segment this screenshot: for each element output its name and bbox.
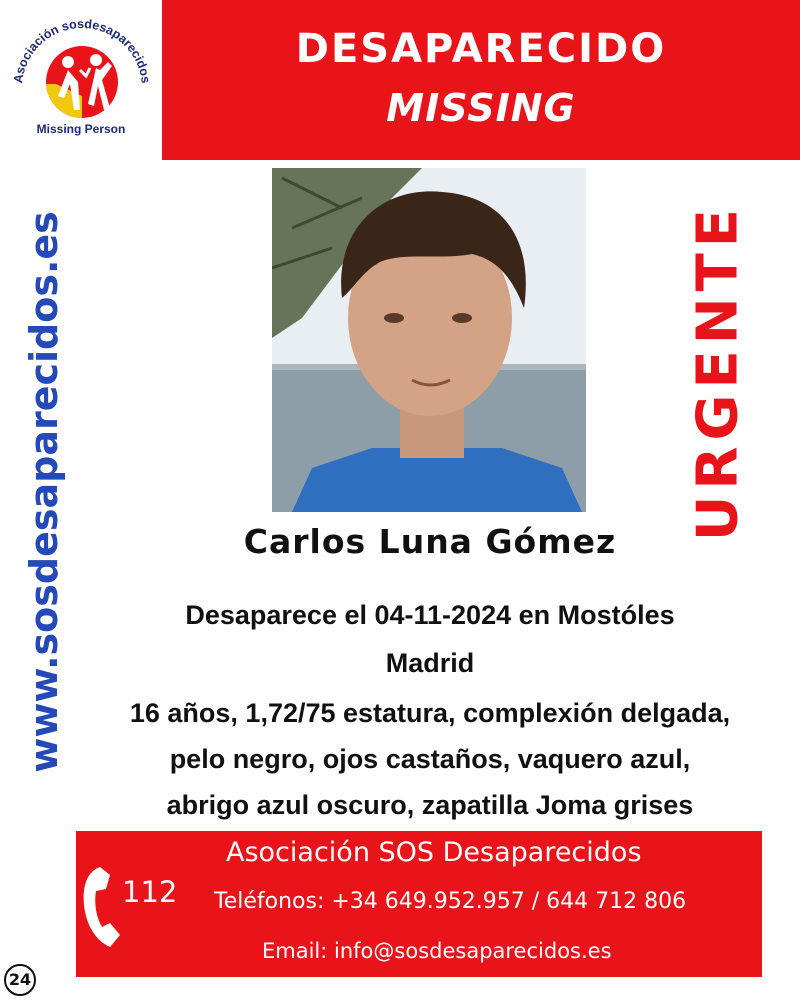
phone-icon	[80, 861, 128, 951]
emergency-number[interactable]: 112	[122, 875, 178, 909]
contact-email[interactable]: Email: info@sosdesaparecidos.es	[262, 939, 612, 963]
description-line-1: 16 años, 1,72/75 estatura, complexión delgada,	[129, 698, 731, 728]
portrait-photo	[272, 168, 586, 512]
header-banner	[162, 0, 800, 160]
header-title: DESAPARECIDO	[295, 26, 667, 72]
description-line-3: abrigo azul oscuro, zapatilla Joma grises	[166, 790, 694, 820]
website-url[interactable]: www.sosdesaparecidos.es	[22, 211, 66, 773]
person-name: Carlos Luna Gómez	[243, 522, 617, 561]
logo	[0, 0, 162, 160]
region-line: Madrid	[385, 648, 475, 678]
phone-numbers[interactable]: Teléfonos: +34 649.952.957 / 644 712 806	[214, 889, 687, 914]
logo-arc-text: Asociación sosdesaparecidos	[11, 16, 153, 85]
urgent-label: URGENTE	[685, 202, 751, 542]
org-name: Asociación SOS Desaparecidos	[226, 837, 642, 868]
source-badge: 24	[4, 964, 36, 996]
contact-banner	[76, 831, 762, 977]
header-subtitle: MISSING	[386, 86, 576, 130]
logo-caption: Missing Person	[36, 122, 126, 136]
disappearance-line: Desaparece el 04-11-2024 en Mostóles	[185, 600, 675, 630]
family-logo-icon	[0, 0, 162, 160]
description-line-2: pelo negro, ojos castaños, vaquero azul,	[169, 744, 691, 774]
